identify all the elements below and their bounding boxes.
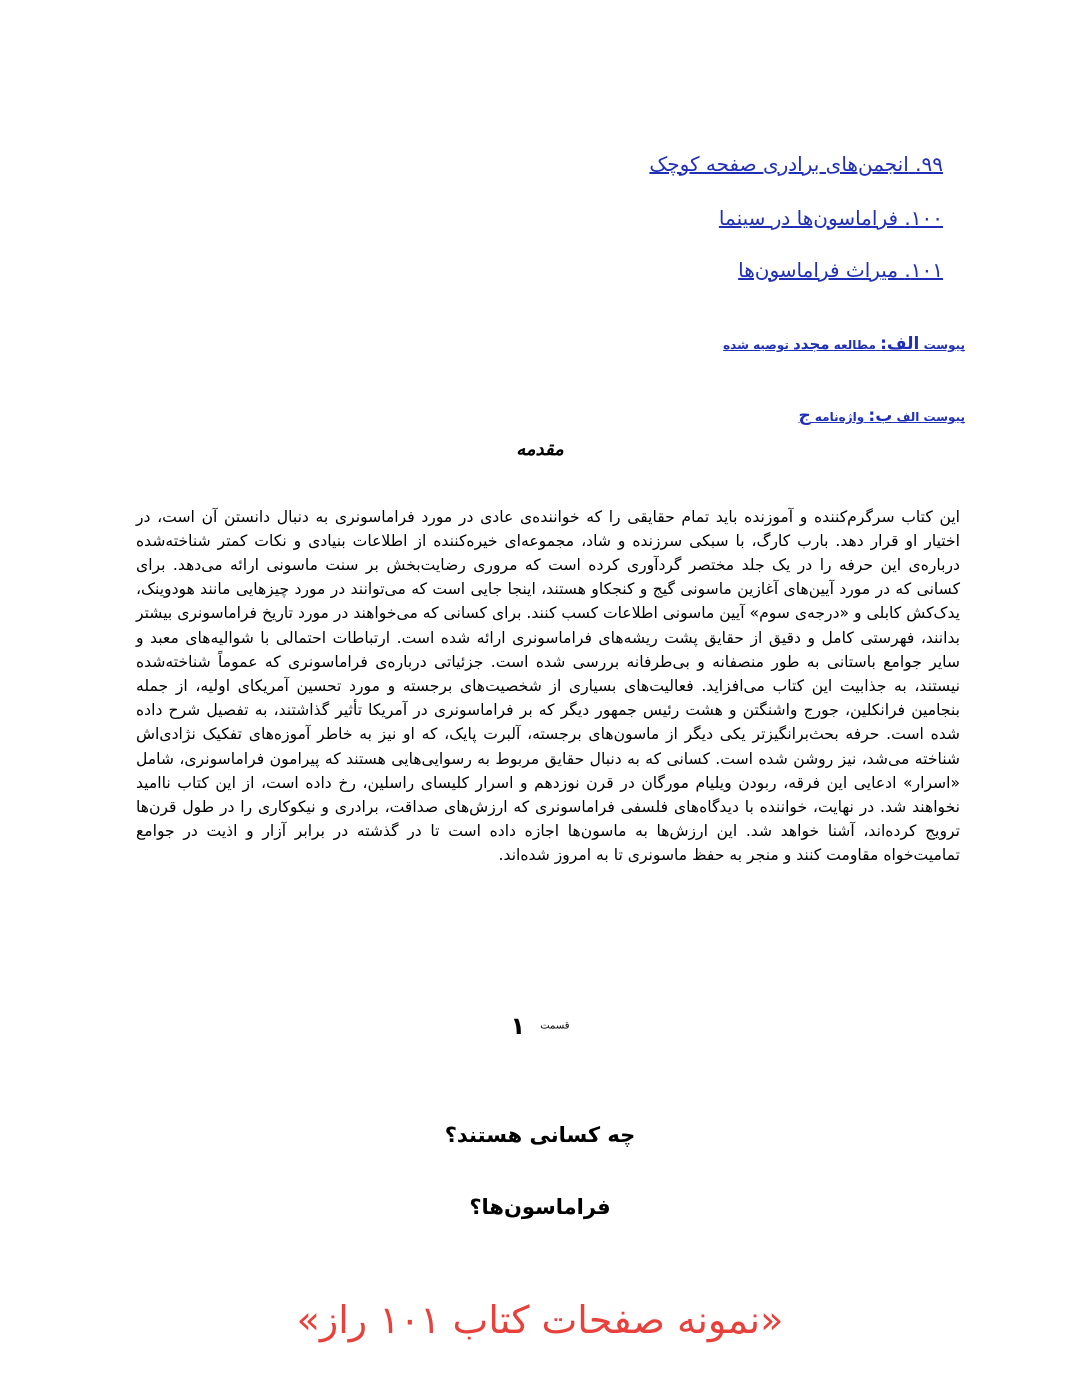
intro-paragraph: این کتاب سرگرم‌کننده و آموزنده باید تمام حقایقی را که خواننده‌ی عادی در مورد فراماسونری به دنبال دانستن آن است، در اختیار او قرار دهد. بارب کارگ، با سبکی سرزنده و شاد، مجموعه‌ای خیره‌کننده از اطلاعات بنیادی و نکات کمتر شناخته‌شده درباره‌ی این حرفه را در یک جلد مختصر گردآوری کرده است که مروری رضایت‌بخش بر سنت ماسونی ارائه می‌دهد. برای کسانی که در مورد آیین‌های آغازین ماسونی گیج و کنجکاو هستند، اینجا جایی است که می‌توانند در مورد چیزهایی مانند هودوینک، یدک‌کش کابلی و «درجه‌ی سوم» آیین ماسونی اطلاعات کسب کنند. برای کسانی که می‌خواهند در مورد تاریخ فراماسونری بیشتر بدانند، فهرستی کامل و دقیق از حقایق پشت ریشه‌های فراماسونری ارائه شده است. ارتباطات احتمالی با شوالیه‌های معبد و سایر جوامع باستانی به طور منصفانه و بی‌طرفانه بررسی شده است. جزئیاتی درباره‌ی فراماسونری که عموماً شناخته‌شده نیستند، به جذابیت این کتاب می‌افزاید. فعالیت‌های بسیاری از شخصیت‌های برجسته و مورد تحسین آمریکای اولیه، از جمله بنجامین فرانکلین، جورج واشنگتن و هشت رئیس جمهور دیگر که بر فراماسونری در آمریکا تأثیر گذاشتند، به تفصیل شرح داده شده است. حرفه بحث‌برانگیزتر یکی دیگر از ماسون‌های برجسته، آلبرت پایک، که او نیز به خاطر آموزه‌های تفکیک نژادی‌اش شناخته می‌شد، نیز روشن شده است. کسانی که به دنبال حقایق مربوط به رسوایی‌هایی هستند که پیرامون فراماسونری، شامل «اسرار» ادعایی این فرقه، ربودن ویلیام مورگان در قرن نوزدهم و اسرار کلیسای راسلین، رخ داده است، از این کتاب ناامید نخواهند شد. در نهایت، خواننده با دیدگاه‌های فلسفی فراماسونری که ارزش‌های صداقت، برادری و نیکوکاری را در طول قرن‌ها ترویج کرده‌اند، آشنا خواهد شد. این ارزش‌ها به ماسون‌ها اجازه داده است تا در گذشته در برابر آزار و اذیت در جوامع تمامیت‌خواه مقاومت کنند و منجر به حفظ ماسونری تا به امروز شده‌اند.: [136, 507, 960, 865]
appendix-b-link[interactable]: [798, 406, 965, 427]
toc-title: انجمن‌های برادری صفحه کوچک: [649, 152, 909, 176]
toc-number: ۹۹.: [915, 152, 943, 176]
appendix-word: واژه‌نامه: [814, 410, 865, 424]
toc-number: ۱۰۰.: [904, 206, 943, 230]
appendix-letter: الف:: [880, 334, 920, 354]
appendix-letter: ب:: [868, 406, 893, 426]
chapter-title-line-1: چه کسانی هستند؟: [444, 1123, 636, 1147]
part-label: [0, 1012, 1080, 1040]
intro-heading: مقدمه: [516, 439, 564, 460]
appendix-word: مطالعه: [833, 338, 876, 352]
appendix-word: توصیه شده: [723, 338, 789, 352]
appendix-prefix: پیوست الف: [896, 410, 965, 424]
appendix-a-link[interactable]: [723, 334, 965, 355]
part-word: قسمت: [540, 1020, 570, 1032]
appendix-suffix: ج: [798, 406, 811, 426]
toc-link-99[interactable]: [649, 150, 943, 178]
appendix-prefix: پیوست: [923, 338, 965, 352]
toc-title: فراماسون‌ها در سینما: [718, 206, 899, 230]
chapter-title-line-2: فراماسون‌ها؟: [469, 1195, 611, 1219]
appendix-word: مجدد: [793, 335, 830, 353]
sample-pages-caption: «نمونه صفحات کتاب ۱۰۱ راز»: [296, 1298, 784, 1342]
toc-link-100[interactable]: [719, 204, 943, 232]
toc-link-101[interactable]: [738, 256, 943, 284]
toc-number: ۱۰۱.: [904, 258, 943, 282]
toc-title: میراث فراماسون‌ها: [738, 258, 899, 282]
part-number: ۱: [510, 1012, 526, 1040]
